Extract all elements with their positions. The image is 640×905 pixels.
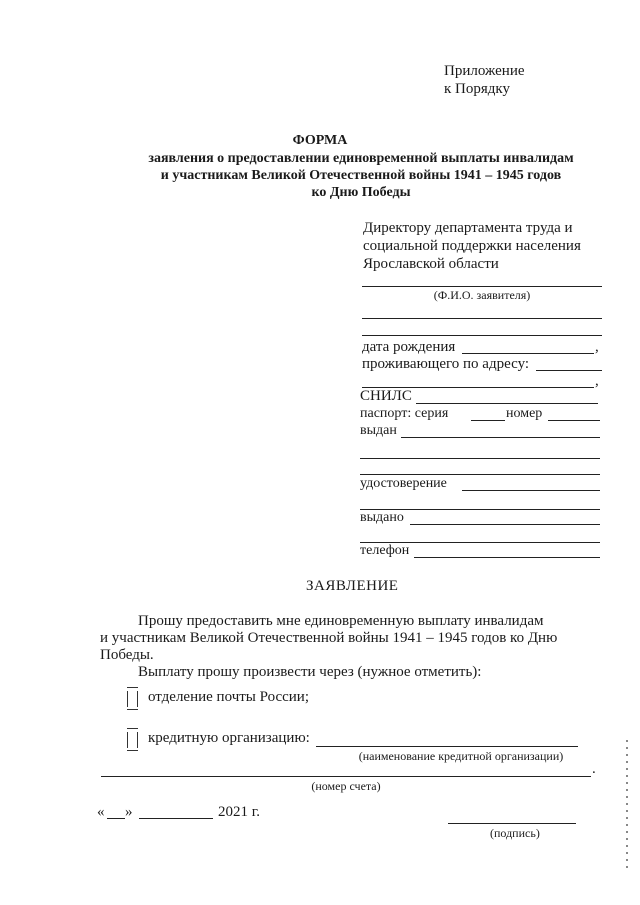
appendix-line-1: Приложение [444,63,525,79]
date-month-line[interactable] [139,818,213,819]
fio-extra-line-1[interactable] [362,318,602,319]
issued-by-line-1[interactable] [401,437,600,438]
form-title: ФОРМА [292,133,348,148]
signature-line[interactable] [448,823,576,824]
passport-number-line[interactable] [548,420,600,421]
snils-line[interactable] [416,403,598,404]
date-year: 2021 г. [218,804,260,820]
form-subtitle-1: заявления о предоставлении единовременной выплаты инвалидам [148,151,574,166]
scan-edge-marks [626,740,628,870]
appendix-line-2: к Порядку [444,81,510,97]
statement-heading: ЗАЯВЛЕНИЕ [306,578,399,594]
addressee-line-3: Ярославской области [363,256,499,272]
birth-date-line[interactable] [462,353,594,354]
date-quote-open: « [97,804,105,820]
credit-org-line[interactable] [316,746,578,747]
credit-org-caption: (наименование кредитной организации) [358,749,564,763]
address-line-1[interactable] [536,370,602,371]
post-office-option-label: отделение почты России; [148,689,310,705]
statement-para-line-2: и участникам Великой Отечественной войны 1941 – 1945 годов ко Дню [100,630,558,646]
addressee-line-1: Директору департамента труда и [363,220,573,236]
issued-by-line-2[interactable] [360,458,600,459]
account-number-line[interactable] [101,776,591,777]
passport-number-label: номер [506,406,543,421]
fio-line[interactable] [362,286,602,287]
certificate-issued-label: выдано [360,510,404,525]
birth-date-comma: , [595,339,599,355]
snils-label: СНИЛС [360,388,412,404]
statement-para-line-1: Прошу предоставить мне единовременную выплату инвалидам [138,613,544,629]
birth-date-label: дата рождения [362,339,456,355]
statement-para-line-3: Победы. [100,647,154,663]
certificate-label: удостоверение [360,476,447,491]
form-subtitle-3: ко Дню Победы [311,185,411,200]
account-period: . [592,761,596,777]
certificate-issued-line-1[interactable] [410,524,600,525]
addressee-line-2: социальной поддержки населения [363,238,581,254]
date-quote-close: » [125,804,133,820]
address-label: проживающего по адресу: [362,356,530,372]
account-caption: (номер счета) [311,779,381,793]
phone-line[interactable] [414,557,600,558]
date-day-line[interactable] [107,818,125,819]
form-subtitle-2: и участникам Великой Отечественной войны 1941 – 1945 годов [160,168,562,183]
credit-org-option-label: кредитную организацию: [148,730,310,746]
post-office-checkbox[interactable] [127,691,138,707]
certificate-line-1[interactable] [462,490,600,491]
payment-method-prompt: Выплату прошу произвести через (нужное отметить): [138,664,482,680]
address-comma: , [595,373,599,389]
passport-series-line[interactable] [471,420,505,421]
issued-by-label: выдан [360,423,397,438]
credit-org-checkbox[interactable] [127,732,138,748]
phone-label: телефон [360,543,410,558]
passport-series-label: паспорт: серия [360,406,449,421]
issued-by-line-3[interactable] [360,474,600,475]
fio-extra-line-2[interactable] [362,335,602,336]
fio-caption: (Ф.И.О. заявителя) [433,288,531,302]
signature-caption: (подпись) [490,826,540,840]
